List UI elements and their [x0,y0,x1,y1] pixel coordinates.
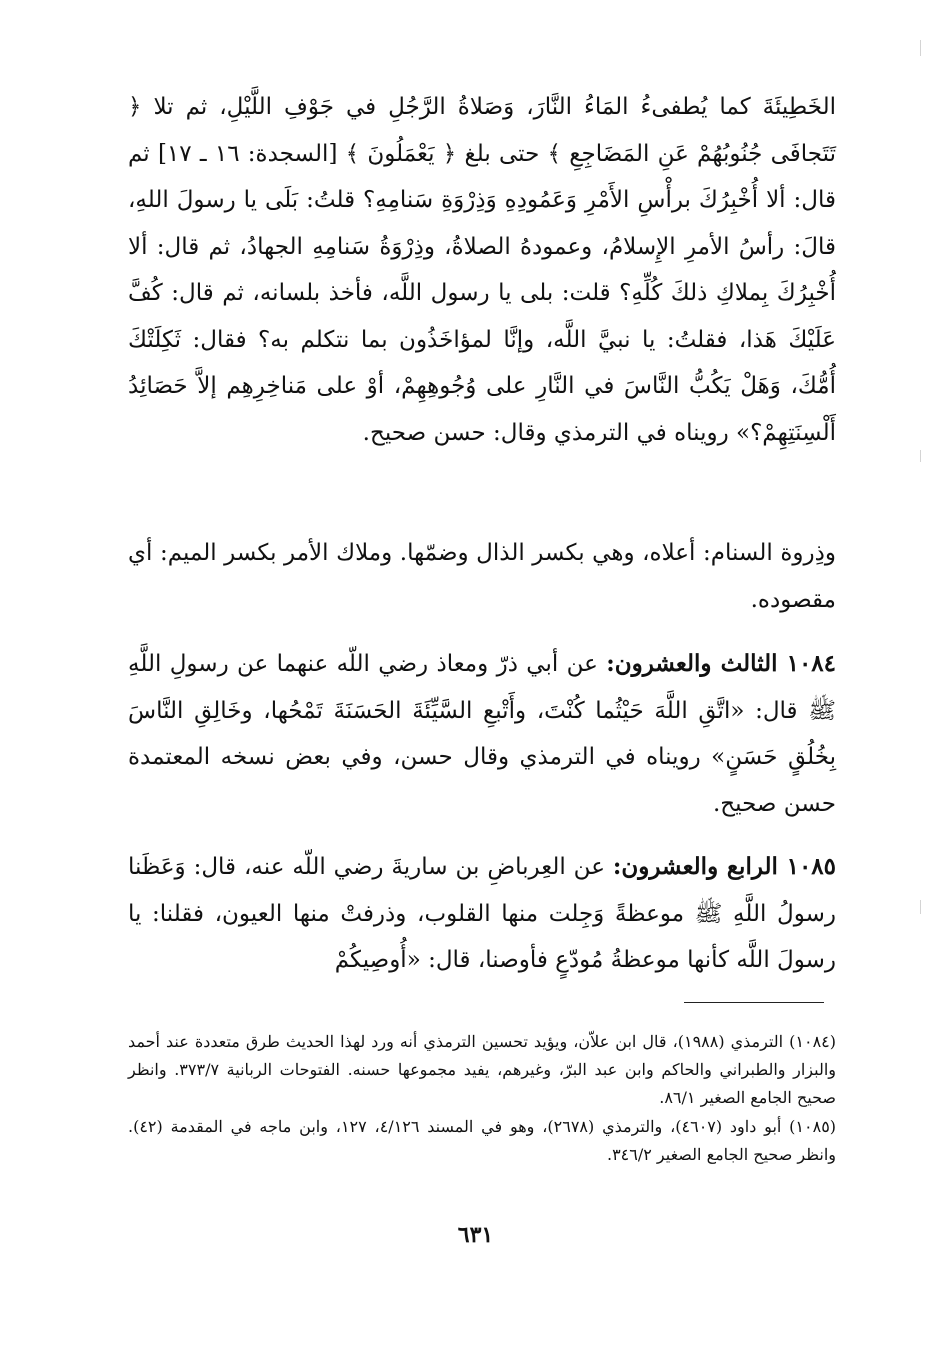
hadith-1085-text: عن العِرباضِ بن ساريةَ رضي اللّه عنه، قال: وَعَظَنا رسولُ اللَّهِ ﷺ موعظةً وَجِلت منها القلوب، وذرفتْ منها العيون، فقلنا: يا رسولَ اللَّه كأنها موعظةُ مُودّعٍ فأوصنا، قال: «أُوصِيكُمْ [128,854,836,973]
footnote-separator [684,1002,824,1003]
paragraph-explanation: وذِروة السنام: أعلاه، وهي بكسر الذال وضمّها. وملاك الأمر بكسر الميم: أي مقصوده. [128,540,836,613]
margin-mark [920,900,921,914]
footnotes [128,1028,836,1170]
paragraph-hadith-continuation: الخَطِيئَةَ كما يُطفىءُ المَاءُ النَّارَ، وَصَلاةُ الرَّجُلِ في جَوْفِ اللَّيْلِ، ثم تلا ﴿ تَتَجافَى جُنُوبُهُمْ عَنِ المَضَاجِعِ ﴾ حتى بلغ ﴿ يَعْمَلُونَ ﴾ [السجدة: ١٦ ـ ١٧] ثم قال: ألا أُخْبِرُكَ برأْسِ الأَمْرِ وَعَمُودِهِ وَذِرْوَةِ سَنامِهِ؟ قلتُ: بَلَى يا رسولَ اللهِ، قالَ: رأسُ الأمرِ الإِسلامُ، وعمودهُ الصلاةُ، وذِرْوَةُ سَنامِهِ الجهادُ، ثم قال: ألا أُخْبِرُكَ بِملاكِ ذلكَ كُلِّهِ؟ قلت: بلى يا رسول اللَّه، فأخذ بلسانه، ثم قال: كُفَّ عَلَيْكَ هَذا، فقلتُ: يا نبيَّ اللَّه، وإنَّا لمؤاخَذُون بما نتكلم به؟ فقال: ثَكِلَتْكَ أُمُّكَ، وَهَلْ يَكُبُّ النَّاسَ في النَّارِ على وُجُوهِهِمْ، أوْ على مَناخِرِهِم إلاَّ حَصَائِدُ أَلْسِنَتِهِمْ؟» رويناه في الترمذي وقال: حسن صحيح. [128,94,836,446]
hadith-1085-heading: ١٠٨٥ الرابع والعشرون: [612,853,837,880]
paragraph-hadith-1084 [128,641,836,827]
margin-mark [920,450,921,462]
footnote-1084: (١٠٨٤) الترمذي (١٩٨٨)، قال ابن علاّن، ويؤيد تحسين الترمذي أنه ورد لهذا الحديث طرق متعددة عند أحمد والبزار والطبراني والحاكم وابن عبد البرّ، وغيرهم، يفيد مجموعها حسنه. الفتوحات الربانية ٣٧٣/٧. وانظر صحيح الجامع الصغير ٨٦/١. [128,1032,837,1107]
footnote-1085: (١٠٨٥) أبو داود (٤٦٠٧)، والترمذي (٢٦٧٨)، وهو في المسند ٤/١٢٦، ١٢٧، وابن ماجه في المقدمة (٤٢). وانظر صحيح الجامع الصغير ٣٤٦/٢. [128,1117,837,1164]
hadith-1084-text: عن أبي ذرّ ومعاذ رضي اللّه عنهما عن رسولِ اللَّهِ ﷺ قال: «اتَّقِ اللَّهَ حَيْثُما كُنْتَ، وأَتْبعِ السَّيِّئَةَ الحَسَنَةَ تَمْحُها، وخَالِقِ النَّاسَ بِخُلُقٍ حَسَنٍ» رويناه في الترمذي وقال حسن، وفي بعض نسخه المعتمدة حسن صحيح. [128,651,836,817]
paragraph-hadith-1085 [128,844,836,984]
hadith-1084-heading: ١٠٨٤ الثالث والعشرون: [606,650,837,677]
margin-mark [920,40,921,56]
page-number: ٦٣١ [457,1222,494,1248]
